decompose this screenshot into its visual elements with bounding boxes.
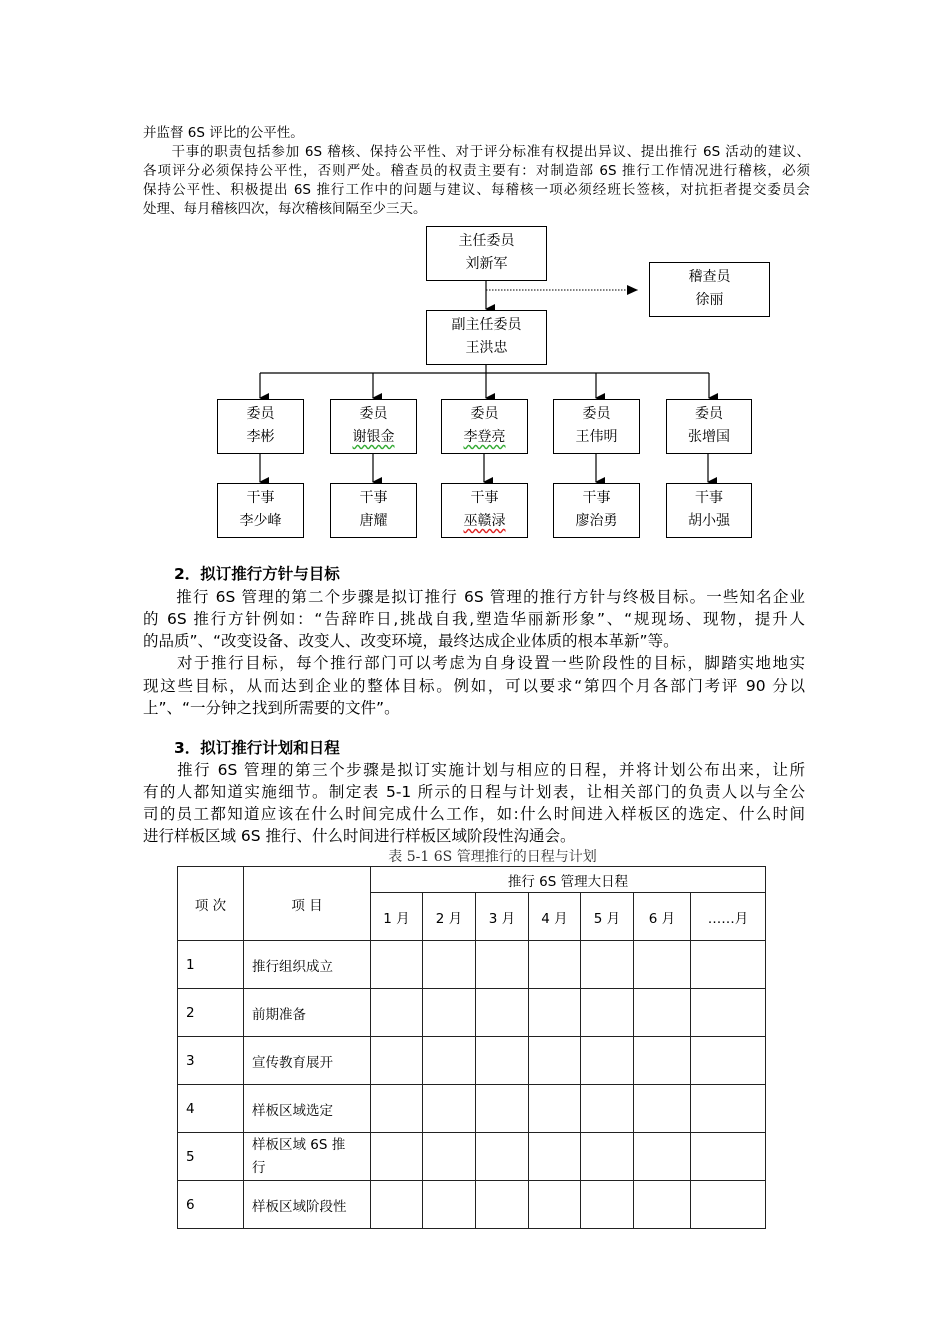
text-line: 司的员工都知道应该在什么时间完成什么工作，如:什么时间进入样板区的选定、什么时间 <box>143 805 805 823</box>
section-heading: 3．拟订推行计划和日程 <box>143 739 340 757</box>
node-role: 主任委员 <box>458 233 515 249</box>
org-node-staff <box>330 483 417 538</box>
node-name: 张增国 <box>688 429 730 445</box>
header-month: 6 月 <box>634 893 691 941</box>
table-row <box>178 1085 766 1133</box>
table-row <box>178 989 766 1037</box>
text-line: 的 6S 推行方针例如：“告辞昨日,挑战自我,塑造华丽新形象”、“规现场、现物，提升人 <box>143 610 805 628</box>
node-role: 委员 <box>470 406 499 422</box>
node-name: 李登亮 <box>463 429 506 445</box>
text-line: 上”、“一分钟之找到所需要的文件”。 <box>143 699 400 717</box>
node-name: 李少峰 <box>239 513 282 529</box>
row-no: 6 <box>178 1181 244 1229</box>
org-node-staff <box>441 483 528 538</box>
node-role: 干事 <box>246 490 275 506</box>
node-name: 胡小强 <box>688 513 730 529</box>
table-row <box>178 941 766 989</box>
org-node-member <box>330 399 417 454</box>
text-line: 的品质”、“改变设备、改变人、改变环境，最终达成企业体质的根本革新”等。 <box>143 632 679 650</box>
text-line: 对于推行目标，每个推行部门可以考虑为自身设置一些阶段性的目标，脚踏实地地实 <box>143 654 805 672</box>
text-line: 推行 6S 管理的第二个步骤是拟订推行 6S 管理的推行方针与终极目标。一些知名企业 <box>143 588 805 606</box>
schedule-table <box>177 866 766 1229</box>
row-no: 1 <box>178 941 244 989</box>
org-node-member <box>217 399 304 454</box>
text-line: 推行 6S 管理的第三个步骤是拟订实施计划与相应的日程，并将计划公布出来，让所 <box>143 761 805 779</box>
text-line: 并监督 6S 评比的公平性。 <box>143 125 304 141</box>
node-name: 刘新军 <box>465 256 508 272</box>
header-month: 4 月 <box>529 893 581 941</box>
node-role: 委员 <box>582 406 611 422</box>
node-role: 干事 <box>470 490 499 506</box>
table-caption: 表 5-1 6S 管理推行的日程与计划 <box>388 849 597 865</box>
row-no: 2 <box>178 989 244 1037</box>
row-item: 样板区域选定 <box>244 1085 371 1133</box>
org-node-director <box>426 226 547 281</box>
org-node-staff <box>666 483 752 538</box>
header-month: 2 月 <box>423 893 476 941</box>
node-name: 王伟明 <box>575 429 618 445</box>
header-month: 3 月 <box>476 893 529 941</box>
text-line: 有的人都知道实施细节。制定表 5-1 所示的日程与计划表，让相关部门的负责人以与全公 <box>143 783 805 801</box>
row-item: 前期准备 <box>244 989 371 1037</box>
org-node-member <box>666 399 752 454</box>
node-name: 廖治勇 <box>575 513 618 529</box>
row-item: 样板区域 6S 推行 <box>244 1133 371 1181</box>
text-line: 现这些目标，从而达到企业的整体目标。例如，可以要求“第四个月各部门考评 90 分以 <box>143 677 805 695</box>
text-line: 干事的职责包括参加 6S 稽核、保持公平性、对于评分标准有权提出异议、提出推行 6S 活动的建议、 <box>143 144 810 160</box>
row-item: 推行组织成立 <box>244 941 371 989</box>
org-node-inspector <box>649 262 770 317</box>
header-schedule: 推行 6S 管理大日程 <box>371 867 766 893</box>
node-name: 李彬 <box>246 429 275 445</box>
org-node-member <box>441 399 528 454</box>
node-name: 巫赣渌 <box>463 513 506 529</box>
row-no: 5 <box>178 1133 244 1181</box>
header-item: 项 目 <box>244 867 371 941</box>
header-month: 5 月 <box>581 893 634 941</box>
node-role: 委员 <box>359 406 388 422</box>
node-role: 委员 <box>695 406 723 422</box>
header-month: ……月 <box>691 893 766 941</box>
org-node-member <box>553 399 640 454</box>
node-role: 干事 <box>582 490 611 506</box>
node-role: 委员 <box>246 406 275 422</box>
table-row <box>178 1181 766 1229</box>
row-item: 样板区域阶段性 <box>244 1181 371 1229</box>
org-node-deputy <box>426 310 547 365</box>
text-line: 保持公平性、积极提出 6S 推行工作中的问题与建议、每稽核一项必须经班长签核，对抗拒者提交委员会 <box>143 182 810 198</box>
row-no: 3 <box>178 1037 244 1085</box>
section-heading: 2．拟订推行方针与目标 <box>143 565 340 583</box>
org-node-staff <box>553 483 640 538</box>
node-role: 干事 <box>695 490 723 506</box>
org-node-staff <box>217 483 304 538</box>
node-name: 徐丽 <box>695 292 724 308</box>
header-item-no: 项 次 <box>178 867 244 941</box>
node-name: 唐耀 <box>359 513 388 529</box>
node-role: 干事 <box>359 490 388 506</box>
table-row <box>178 1037 766 1085</box>
text-line: 各项评分必须保持公平性，否则严处。稽查员的权责主要有：对制造部 6S 推行工作情况进行稽核，必须 <box>143 163 810 179</box>
text-line: 处理、每月稽核四次，每次稽核间隔至少三天。 <box>143 201 427 217</box>
text-line: 进行样板区域 6S 推行、什么时间进行样板区域阶段性沟通会。 <box>143 827 576 845</box>
node-role: 稽查员 <box>688 269 731 285</box>
node-role: 副主任委员 <box>451 317 522 333</box>
header-month: 1 月 <box>371 893 423 941</box>
node-name: 谢银金 <box>352 429 395 445</box>
row-no: 4 <box>178 1085 244 1133</box>
node-name: 王洪忠 <box>465 340 508 356</box>
row-item: 宣传教育展开 <box>244 1037 371 1085</box>
table-row <box>178 1133 766 1181</box>
